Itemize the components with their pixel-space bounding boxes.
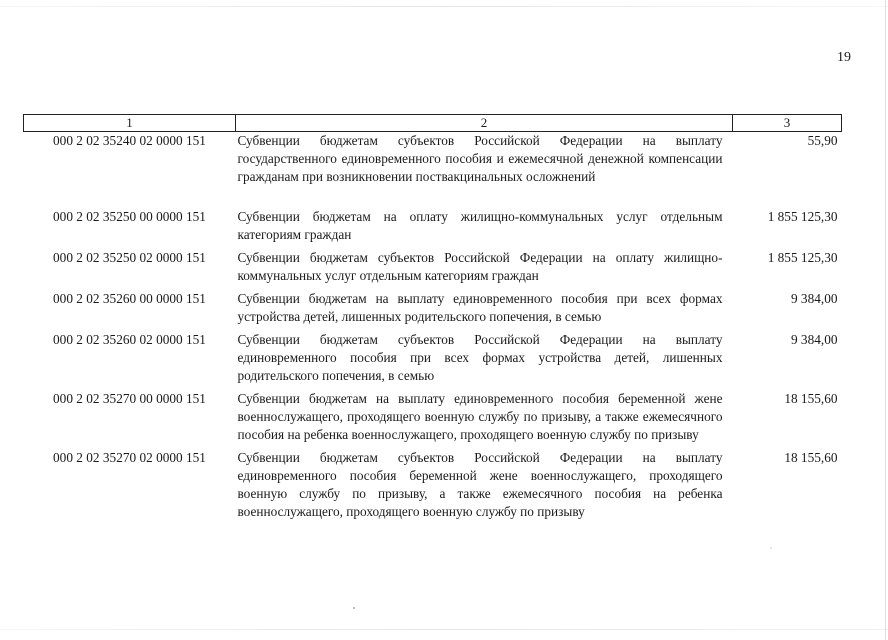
- table-row: [24, 249, 842, 290]
- row-description: Субвенции бюджетам на выплату единовременного пособия при всех формах устройства детей, лишенных родительского попечения, в семью: [237, 291, 723, 324]
- table-row: [24, 449, 842, 526]
- table-row: [24, 208, 842, 249]
- row-code: 000 2 02 35260 02 0000 151: [53, 332, 206, 347]
- row-amount: 9 384,00: [790, 332, 838, 347]
- table-row: [24, 132, 842, 209]
- table-row: [24, 390, 842, 449]
- column-header-description: 2: [236, 115, 733, 132]
- row-description: Субвенции бюджетам субъектов Российской Федерации на оплату жилищно-коммунальных услуг отдельным категориям граждан: [237, 250, 723, 283]
- row-description: Субвенции бюджетам на оплату жилищно-коммунальных услуг отдельным категориям граждан: [237, 209, 723, 242]
- row-code: 000 2 02 35240 02 0000 151: [53, 133, 206, 148]
- row-amount: 1 855 125,30: [767, 209, 838, 224]
- table-row: [24, 290, 842, 331]
- table-header-row: [24, 115, 842, 132]
- row-amount: 55,90: [807, 133, 838, 148]
- scan-edge-top: [0, 6, 888, 7]
- budget-table: [23, 114, 842, 526]
- row-amount: 9 384,00: [790, 291, 838, 306]
- row-description: Субвенции бюджетам субъектов Российской Федерации на выплату единовременного пособия беременной жене военнослужащего, проходящего военную службу по призыву, а также ежемесячного пособия на ребенка военнослужащего, проходящего военную службу по призыву: [237, 450, 723, 519]
- row-amount: 18 155,60: [784, 391, 838, 406]
- table-row: [24, 331, 842, 390]
- row-description: Субвенции бюджетам на выплату единовременного пособия беременной жене военнослужащего, проходящего военную службу по призыву, а также ежемесячного пособия на ребенка военнослужащего, проходящего военную службу по призыву: [237, 391, 723, 442]
- scan-edge-bottom: [0, 629, 888, 630]
- scan-speck: [353, 607, 355, 609]
- scan-edge-right: [885, 0, 886, 640]
- row-description: Субвенции бюджетам субъектов Российской Федерации на выплату государственного единовременного пособия и ежемесячной денежной компенсации гражданам при возникновении поствакцинальных осложнений: [237, 133, 723, 184]
- scan-speck: [770, 547, 772, 549]
- row-code: 000 2 02 35270 00 0000 151: [53, 391, 206, 406]
- column-header-amount: 3: [733, 115, 842, 132]
- page-number: 19: [837, 50, 851, 65]
- row-code: 000 2 02 35250 00 0000 151: [53, 209, 206, 224]
- row-description: Субвенции бюджетам субъектов Российской Федерации на выплату единовременного пособия при всех формах устройства детей, лишенных родительского попечения, в семью: [237, 332, 723, 383]
- row-code: 000 2 02 35260 00 0000 151: [53, 291, 206, 306]
- column-header-code: 1: [24, 115, 236, 132]
- row-amount: 18 155,60: [784, 450, 838, 465]
- row-code: 000 2 02 35250 02 0000 151: [53, 250, 206, 265]
- row-code: 000 2 02 35270 02 0000 151: [53, 450, 206, 465]
- row-amount: 1 855 125,30: [767, 250, 838, 265]
